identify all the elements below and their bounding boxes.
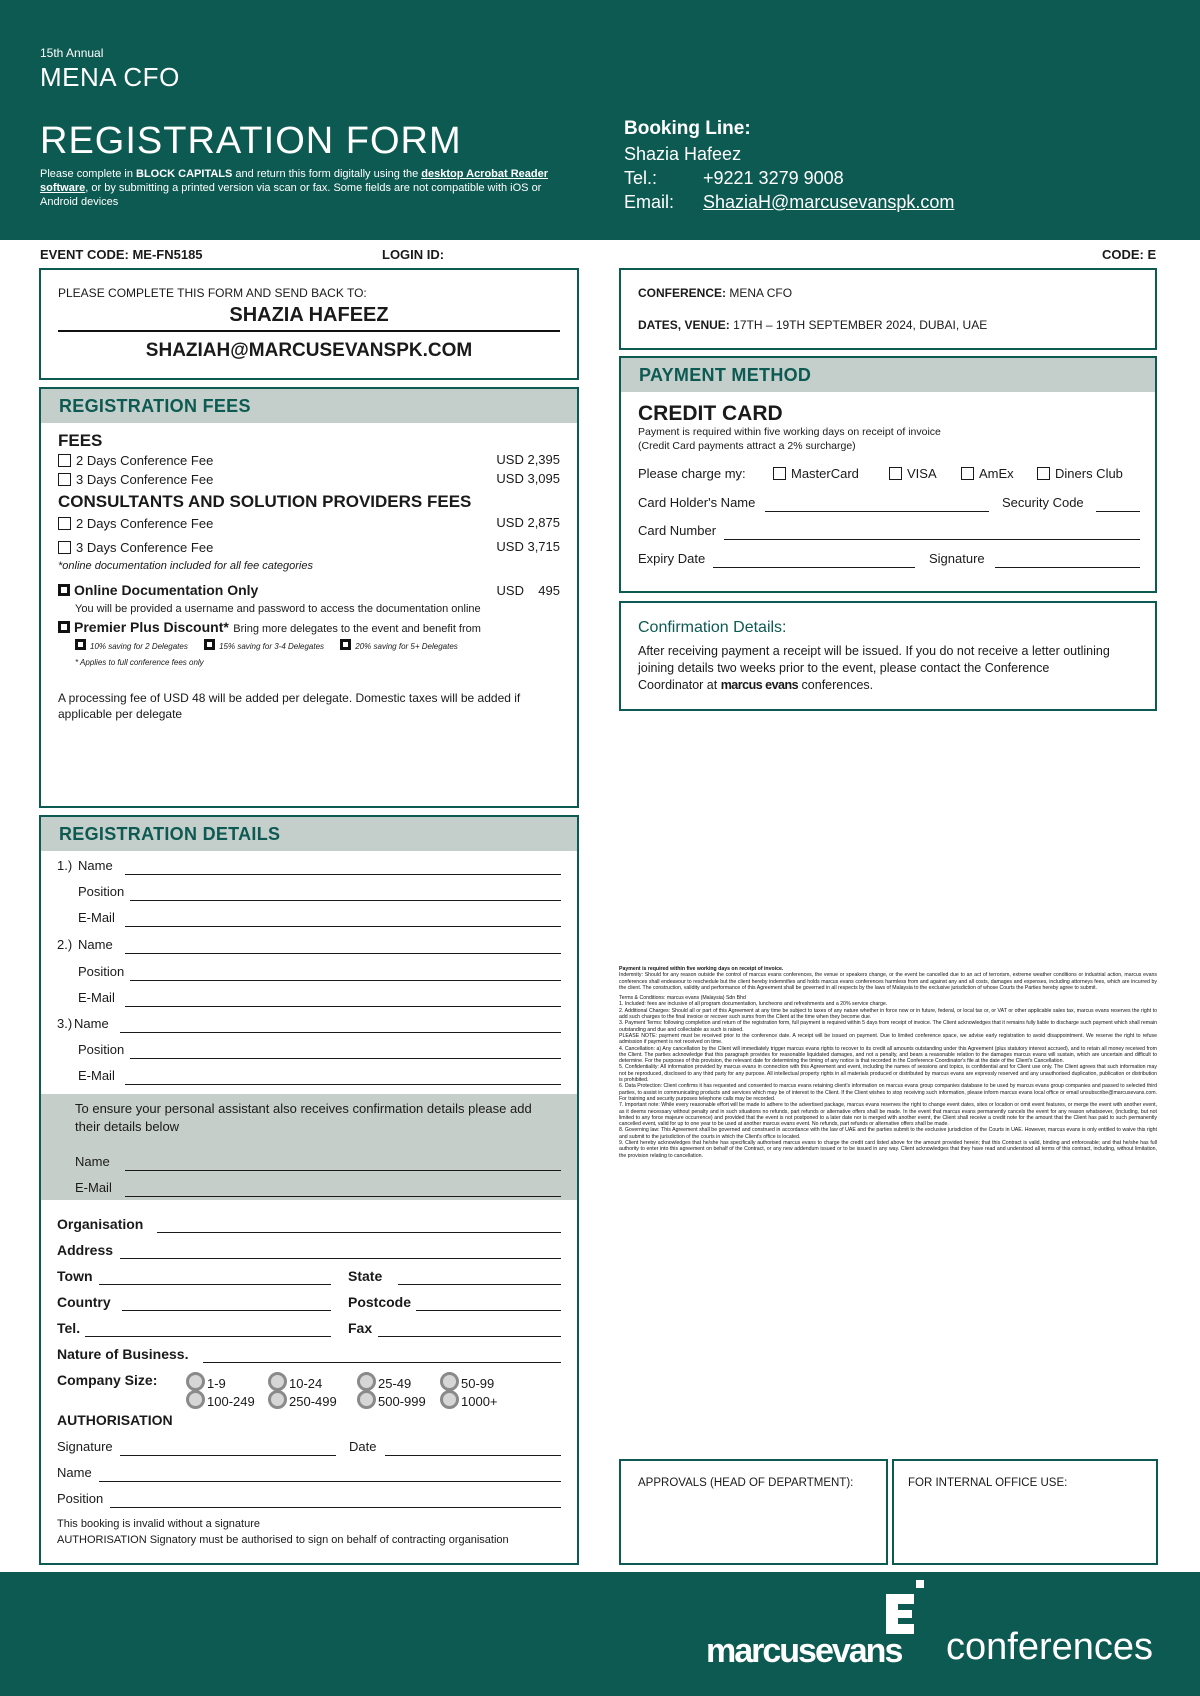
radio-button[interactable]	[268, 1390, 287, 1409]
terms-paragraph: 5. Confidentiality: All information provided by marcus evans in connection with this Agreement and event, including the names of sessions and topics, is confidential and for Client use only. The Client agrees that such information may not be reproduced, disclosed to any third party for any purpose. All intellectual property rights in all materials produced or distributed by marcus evans are expressly reserved and any unauthorised duplication, publication or distribution is prohibited.	[619, 1064, 1157, 1084]
radio-button[interactable]	[186, 1372, 205, 1391]
card-option-amex[interactable]: AmEx	[961, 466, 1014, 481]
security-code-label: Security Code	[1002, 495, 1084, 510]
form-instructions: Please complete in BLOCK CAPITALS and return this form digitally using the desktop Acrobat Reader software, or by submitting a printed version via scan or fax. Some fields are not compatible with iOS or Android devices	[40, 168, 549, 208]
conference-info: CONFERENCE: MENA CFO	[638, 286, 793, 300]
dates-venue-info: DATES, VENUE: 17TH – 19TH SEPTEMBER 2024, DUBAI, UAE	[638, 318, 988, 332]
terms-paragraph: PLEASE NOTE: payment must be received prior to the conference date. A receipt will be issued on payment. Due to limited conference space, we advise early registration to avoid disappointment. We reserve the right to refuse admission if payment is not received on time.	[619, 1032, 1157, 1046]
checkbox[interactable]	[75, 639, 86, 650]
discount-note: * Applies to full conference fees only	[75, 658, 204, 667]
form-title: REGISTRATION FORM	[40, 120, 462, 162]
delegate-2-email-field[interactable]	[125, 1006, 561, 1007]
tel-label: Tel.	[57, 1320, 81, 1336]
delegate-3-number: 3.)	[57, 1016, 73, 1031]
booking-email-label: Email:	[624, 192, 675, 212]
conference-box	[619, 268, 1157, 350]
delegate-1-name-label: Name	[78, 858, 113, 873]
size-option-3[interactable]: 25-49	[357, 1372, 411, 1391]
login-id-label: LOGIN ID:	[382, 247, 445, 262]
assistant-name-label: Name	[75, 1154, 110, 1169]
nature-of-business-label: Nature of Business.	[57, 1346, 189, 1362]
tel-field[interactable]	[85, 1336, 331, 1337]
registration-details-header: REGISTRATION DETAILS	[41, 817, 577, 851]
terms-paragraph: 6. Data Protection: Client confirms it has requested and consented to marcus evans retaining client's information on marcus evans group companies database to be used by marcus evans group companies and passed to selected third parties, to assist in communicating products and services which may be of interest to the Client. If the Client wishes to stop receiving such information, please inform marcus evans local office or email unsubscribe@marcusevans.com. For training and security purposes telephone calls may be recorded.	[619, 1083, 1157, 1102]
radio-button[interactable]	[357, 1372, 376, 1391]
card-option-visa[interactable]: VISA	[889, 466, 937, 481]
booking-tel-label: Tel.:	[624, 168, 658, 188]
delegate-1-number: 1.)	[57, 858, 73, 873]
radio-button[interactable]	[440, 1390, 459, 1409]
delegate-2-name-field[interactable]	[125, 953, 561, 954]
expiry-date-field[interactable]	[713, 567, 915, 568]
booking-line-label: Booking Line:	[624, 118, 751, 139]
internal-office-box	[892, 1459, 1158, 1565]
radio-button[interactable]	[440, 1372, 459, 1391]
terms-paragraph: 8. Governing law: This Agreement shall be governed and construed in accordance with the law of UAE and the parties submit to the exclusive jurisdiction of the Courts in UAE. However, marcus evans is only entitled to waive this right and submit to the jurisdiction of the courts in which the Client's office is located.	[619, 1127, 1157, 1140]
delegate-2-position-label: Position	[78, 964, 125, 979]
checkbox[interactable]	[58, 517, 71, 530]
delegate-3-name-field[interactable]	[120, 1032, 561, 1033]
discount-option-2[interactable]: 15% saving for 3-4 Delegates	[204, 642, 324, 651]
booking-tel-value: +9221 3279 9008	[703, 168, 844, 188]
terms-and-conditions	[619, 966, 1157, 1450]
card-holder-label: Card Holder's Name	[638, 495, 756, 510]
processing-fee-note: A processing fee of USD 48 will be added per delegate. Domestic taxes will be added if applicable per delegate	[58, 691, 521, 721]
delegate-1-name-field[interactable]	[125, 874, 561, 875]
registration-fees-header: REGISTRATION FEES	[41, 389, 577, 423]
header-banner	[0, 0, 1200, 240]
assistant-section	[41, 1094, 577, 1200]
checkbox[interactable]	[1037, 467, 1050, 480]
town-label: Town	[57, 1268, 93, 1284]
fax-label: Fax	[348, 1320, 373, 1336]
charge-label: Please charge my:	[638, 466, 746, 481]
online-doc-desc: You will be provided a username and password to access the documentation online	[75, 603, 481, 615]
delegate-1-email-field[interactable]	[125, 926, 561, 927]
delegate-1-email-label: E-Mail	[78, 910, 115, 925]
booking-email-link[interactable]: ShaziaH@marcusevanspk.com	[703, 192, 955, 212]
auth-name-label: Name	[57, 1465, 92, 1480]
company-size-label: Company Size:	[57, 1372, 158, 1388]
assistant-name-field[interactable]	[125, 1170, 561, 1171]
radio-button[interactable]	[357, 1390, 376, 1409]
confirmation-text: After receiving payment a receipt will be issued. If you do not receive a letter outlining joining details two weeks prior to the event, please contact the Conference Coordinator at marcus evans conferences.	[638, 644, 1110, 692]
delegate-2-name-label: Name	[78, 937, 113, 952]
confirmation-title: Confirmation Details:	[638, 619, 787, 636]
delegate-3-position-label: Position	[78, 1042, 125, 1057]
payment-method-header: PAYMENT METHOD	[621, 358, 1155, 392]
terms-paragraph: 4. Cancellation: a) Any cancellation by the Client will immediately trigger marcus evans rights to recover to its credit all amounts outstanding under this Agreement (plus statutory interest accrued), and to retain all money received from the Client. The parties acknowledge that this paragraph provides for reasonable liquidated damages, and not a penalty, and bears a reasonable relation to the damages marcus evans will sustain, which are uncertain and difficult to determine. For the purposes of this provision, the relevant date for determining the timing of any notice is that recorded in the Conference Coordinator's file at the date of the Client's Cancellation.	[619, 1045, 1157, 1065]
footer-conferences: conferences	[946, 1626, 1154, 1668]
radio-button[interactable]	[186, 1390, 205, 1409]
organisation-label: Organisation	[57, 1216, 144, 1232]
sendback-divider	[58, 330, 560, 332]
size-option-8[interactable]: 1000+	[440, 1390, 498, 1409]
radio-button[interactable]	[268, 1372, 287, 1391]
nature-of-business-field[interactable]	[203, 1362, 561, 1363]
terms-paragraph: 3. Payment Terms: following completion and return of the registration form, full payment is required within 5 days from receipt of invoice. The Client acknowledges that it remains fully liable to discharge such payment which shall remain outstanding and due and collectable as such is raised.	[619, 1020, 1157, 1033]
delegate-1-position-label: Position	[78, 884, 125, 899]
checkbox[interactable]	[58, 584, 70, 596]
terms-paragraph: 2. Additional Charges: Should all or part of this Agreement at any time be subject to taxes of any nature whether in force now or in future, federal, or local tax or, or VAT or other applicable sales tax, marcus evans reserves the right to add such charges to the final invoice or recover such sums from the Client at the time when they become due.	[619, 1007, 1157, 1021]
delegate-3-position-field[interactable]	[130, 1058, 561, 1059]
card-option-mastercard[interactable]: MasterCard	[773, 466, 859, 481]
card-holder-field[interactable]	[765, 511, 989, 512]
size-option-7[interactable]: 500-999	[357, 1390, 426, 1409]
terms-paragraph: 7. Important note: While every reasonable effort will be made to adhere to the advertised package, marcus evans reserves the right to change event dates, sites or location or omit event features, or merge the event with another event, as it deems necessary without penalty and in such situations no refunds, part refunds or alternative offers shall be made. In the event that marcus evans permanently cancels the event for any reason whatsoever, (including, but not limited to any force majeure occurrence) and provided that the event is not postponed to a later date nor is merged with another event, the Client shall receive a credit note for the amount that the Client has paid to such permanently cancelled event, valid for up to one year to be used at another marcus evans event. No refunds, part refunds or alternative offers shall be made.	[619, 1102, 1157, 1128]
approvals-label: APPROVALS (HEAD OF DEPARTMENT):	[638, 1477, 854, 1489]
fee-row-2[interactable]: 3 Days Conference Fee USD 3,095	[58, 471, 560, 489]
checkbox[interactable]	[889, 467, 902, 480]
payment-method-box	[619, 356, 1157, 593]
delegate-2-position-field[interactable]	[130, 980, 561, 981]
card-number-label: Card Number	[638, 523, 717, 538]
size-option-5[interactable]: 100-249	[186, 1390, 255, 1409]
payment-signature-field[interactable]	[995, 567, 1140, 568]
state-label: State	[348, 1268, 383, 1284]
address-label: Address	[57, 1242, 114, 1258]
checkbox[interactable]	[773, 467, 786, 480]
annual-label: 15th Annual	[40, 46, 104, 60]
booking-contact-name: Shazia Hafeez	[624, 144, 742, 164]
signature-label: Signature	[57, 1439, 113, 1454]
size-option-6[interactable]: 250-499	[268, 1390, 337, 1409]
checkbox[interactable]	[204, 639, 215, 650]
consultants-heading: CONSULTANTS AND SOLUTION PROVIDERS FEES	[58, 492, 472, 511]
payment-note-1: Payment is required within five working days on receipt of invoice	[638, 426, 941, 438]
footer-brand: marcusevans	[706, 1632, 902, 1670]
event-title: MENA CFO	[40, 62, 180, 92]
terms-paragraph: 1. Included: fees are inclusive of all program documentation, luncheons and refreshments and a 20% service charge.	[619, 1001, 888, 1008]
security-code-field[interactable]	[1096, 511, 1140, 512]
code-label: CODE: E	[1102, 247, 1157, 262]
checkbox[interactable]	[58, 621, 70, 633]
postcode-label: Postcode	[348, 1294, 412, 1310]
sendback-name: SHAZIA HAFEEZ	[229, 304, 389, 326]
fax-field[interactable]	[378, 1336, 561, 1337]
registration-fees-box	[39, 387, 579, 808]
discount-options	[75, 639, 458, 651]
organisation-field[interactable]	[157, 1232, 561, 1233]
size-option-2[interactable]: 10-24	[268, 1372, 322, 1391]
event-code: EVENT CODE: ME-FN5185	[40, 247, 203, 262]
checkbox[interactable]	[58, 541, 71, 554]
terms-paragraph: Terms & Conditions: marcus evans (Malaysia) Sdn Bhd	[619, 995, 746, 1002]
authorisation-heading: AUTHORISATION	[57, 1412, 173, 1428]
premier-plus-row[interactable]: Premier Plus Discount* Bring more delegates to the event and benefit from	[58, 619, 568, 637]
auth-name-field[interactable]	[99, 1481, 561, 1482]
discount-option-1[interactable]: 10% saving for 2 Delegates	[75, 642, 188, 651]
town-field[interactable]	[99, 1284, 331, 1285]
assistant-email-field[interactable]	[125, 1196, 561, 1197]
signature-field[interactable]	[120, 1455, 336, 1456]
invalid-booking-note: This booking is invalid without a signature	[57, 1518, 261, 1530]
sendback-box	[39, 268, 579, 380]
fees-heading: FEES	[58, 431, 103, 450]
consultant-fee-row-1[interactable]: 2 Days Conference Fee USD 2,875	[58, 515, 560, 533]
delegate-1-position-field[interactable]	[130, 900, 561, 901]
discount-option-3[interactable]: 20% saving for 5+ Delegates	[340, 642, 458, 651]
sendback-email: SHAZIAH@MARCUSEVANSPK.COM	[145, 340, 473, 361]
payment-note-2: (Credit Card payments attract a 2% surcharge)	[638, 440, 856, 452]
credit-card-heading: CREDIT CARD	[638, 402, 783, 425]
acrobat-link[interactable]: desktop Acrobat Reader software	[40, 168, 549, 194]
checkbox[interactable]	[340, 639, 351, 650]
consultant-fee-row-2[interactable]: 3 Days Conference Fee USD 3,715	[58, 539, 560, 557]
confirmation-box	[619, 601, 1157, 711]
payment-signature-label: Signature	[929, 551, 985, 566]
delegate-3-name-label: Name	[74, 1016, 109, 1031]
expiry-date-label: Expiry Date	[638, 551, 706, 566]
fee-row-1[interactable]: 2 Days Conference Fee USD 2,395	[58, 452, 560, 470]
assistant-note: To ensure your personal assistant also receives confirmation details please add their details below	[75, 1101, 532, 1134]
auth-position-label: Position	[57, 1491, 104, 1506]
card-number-field[interactable]	[724, 539, 1140, 540]
approvals-box[interactable]	[619, 1459, 888, 1565]
size-option-1[interactable]: 1-9	[186, 1372, 226, 1391]
auth-position-field[interactable]	[110, 1507, 561, 1508]
checkbox[interactable]	[961, 467, 974, 480]
date-label: Date	[349, 1439, 377, 1454]
postcode-field[interactable]	[416, 1310, 561, 1311]
address-field[interactable]	[120, 1258, 561, 1259]
internal-office-label: FOR INTERNAL OFFICE USE:	[908, 1477, 1068, 1489]
assistant-email-label: E-Mail	[75, 1180, 112, 1195]
terms-paragraph: Indemnity: Should for any reason outside the control of marcus evans conferences, the venue or speakers change, or the event be cancelled due to an act of terrorism, extreme weather conditions or industrial action, marcus evans conferences shall endeavour to reschedule but the client hereby indemnifies and holds marcus evans conferences harmless from and against any and all costs, damages and expenses, including attorneys fees, which are incurred by the client. The construction, validity and performance of this Agreement shall be governed in all respects by the laws of Malaysia to the exclusive jurisdiction of whose Courts the Parties hereby agree to submit.	[619, 972, 1157, 991]
footer-banner	[0, 1572, 1200, 1696]
delegate-2-number: 2.)	[57, 937, 73, 952]
date-field[interactable]	[385, 1455, 561, 1456]
size-option-4[interactable]: 50-99	[440, 1372, 494, 1391]
checkbox[interactable]	[58, 473, 71, 486]
delegate-2-email-label: E-Mail	[78, 990, 115, 1005]
terms-paragraph: 9. Client hereby acknowledges that he/she has specifically authorised marcus evans to charge the credit card listed above for the amount provided herein; that this Contract is valid, binding and enforceable; and that he/she has full authority to enter into this agreement on behalf of the Contract, or any new addendum issued or to be issued in any way. Client acknowledges that they have read and understood all terms of this contract, including, without limitation, the provision relating to cancellation.	[619, 1140, 1157, 1159]
delegate-3-email-field[interactable]	[125, 1084, 561, 1085]
marcus-evans-logo-mark	[880, 1578, 926, 1640]
terms-paragraph: Payment is required within five working days on receipt of invoice.	[619, 966, 784, 972]
delegate-3-email-label: E-Mail	[78, 1068, 115, 1083]
card-option-diners[interactable]: Diners Club	[1037, 466, 1123, 481]
online-included-note: *online documentation included for all fee categories	[58, 560, 313, 572]
state-field[interactable]	[398, 1284, 561, 1285]
signatory-note: AUTHORISATION Signatory must be authorised to sign on behalf of contracting organisation	[57, 1534, 509, 1546]
sendback-instruction: PLEASE COMPLETE THIS FORM AND SEND BACK TO:	[58, 286, 367, 300]
country-field[interactable]	[122, 1310, 331, 1311]
online-doc-row[interactable]: Online Documentation Only USD 495	[58, 582, 560, 600]
checkbox[interactable]	[58, 454, 71, 467]
country-label: Country	[57, 1294, 111, 1310]
